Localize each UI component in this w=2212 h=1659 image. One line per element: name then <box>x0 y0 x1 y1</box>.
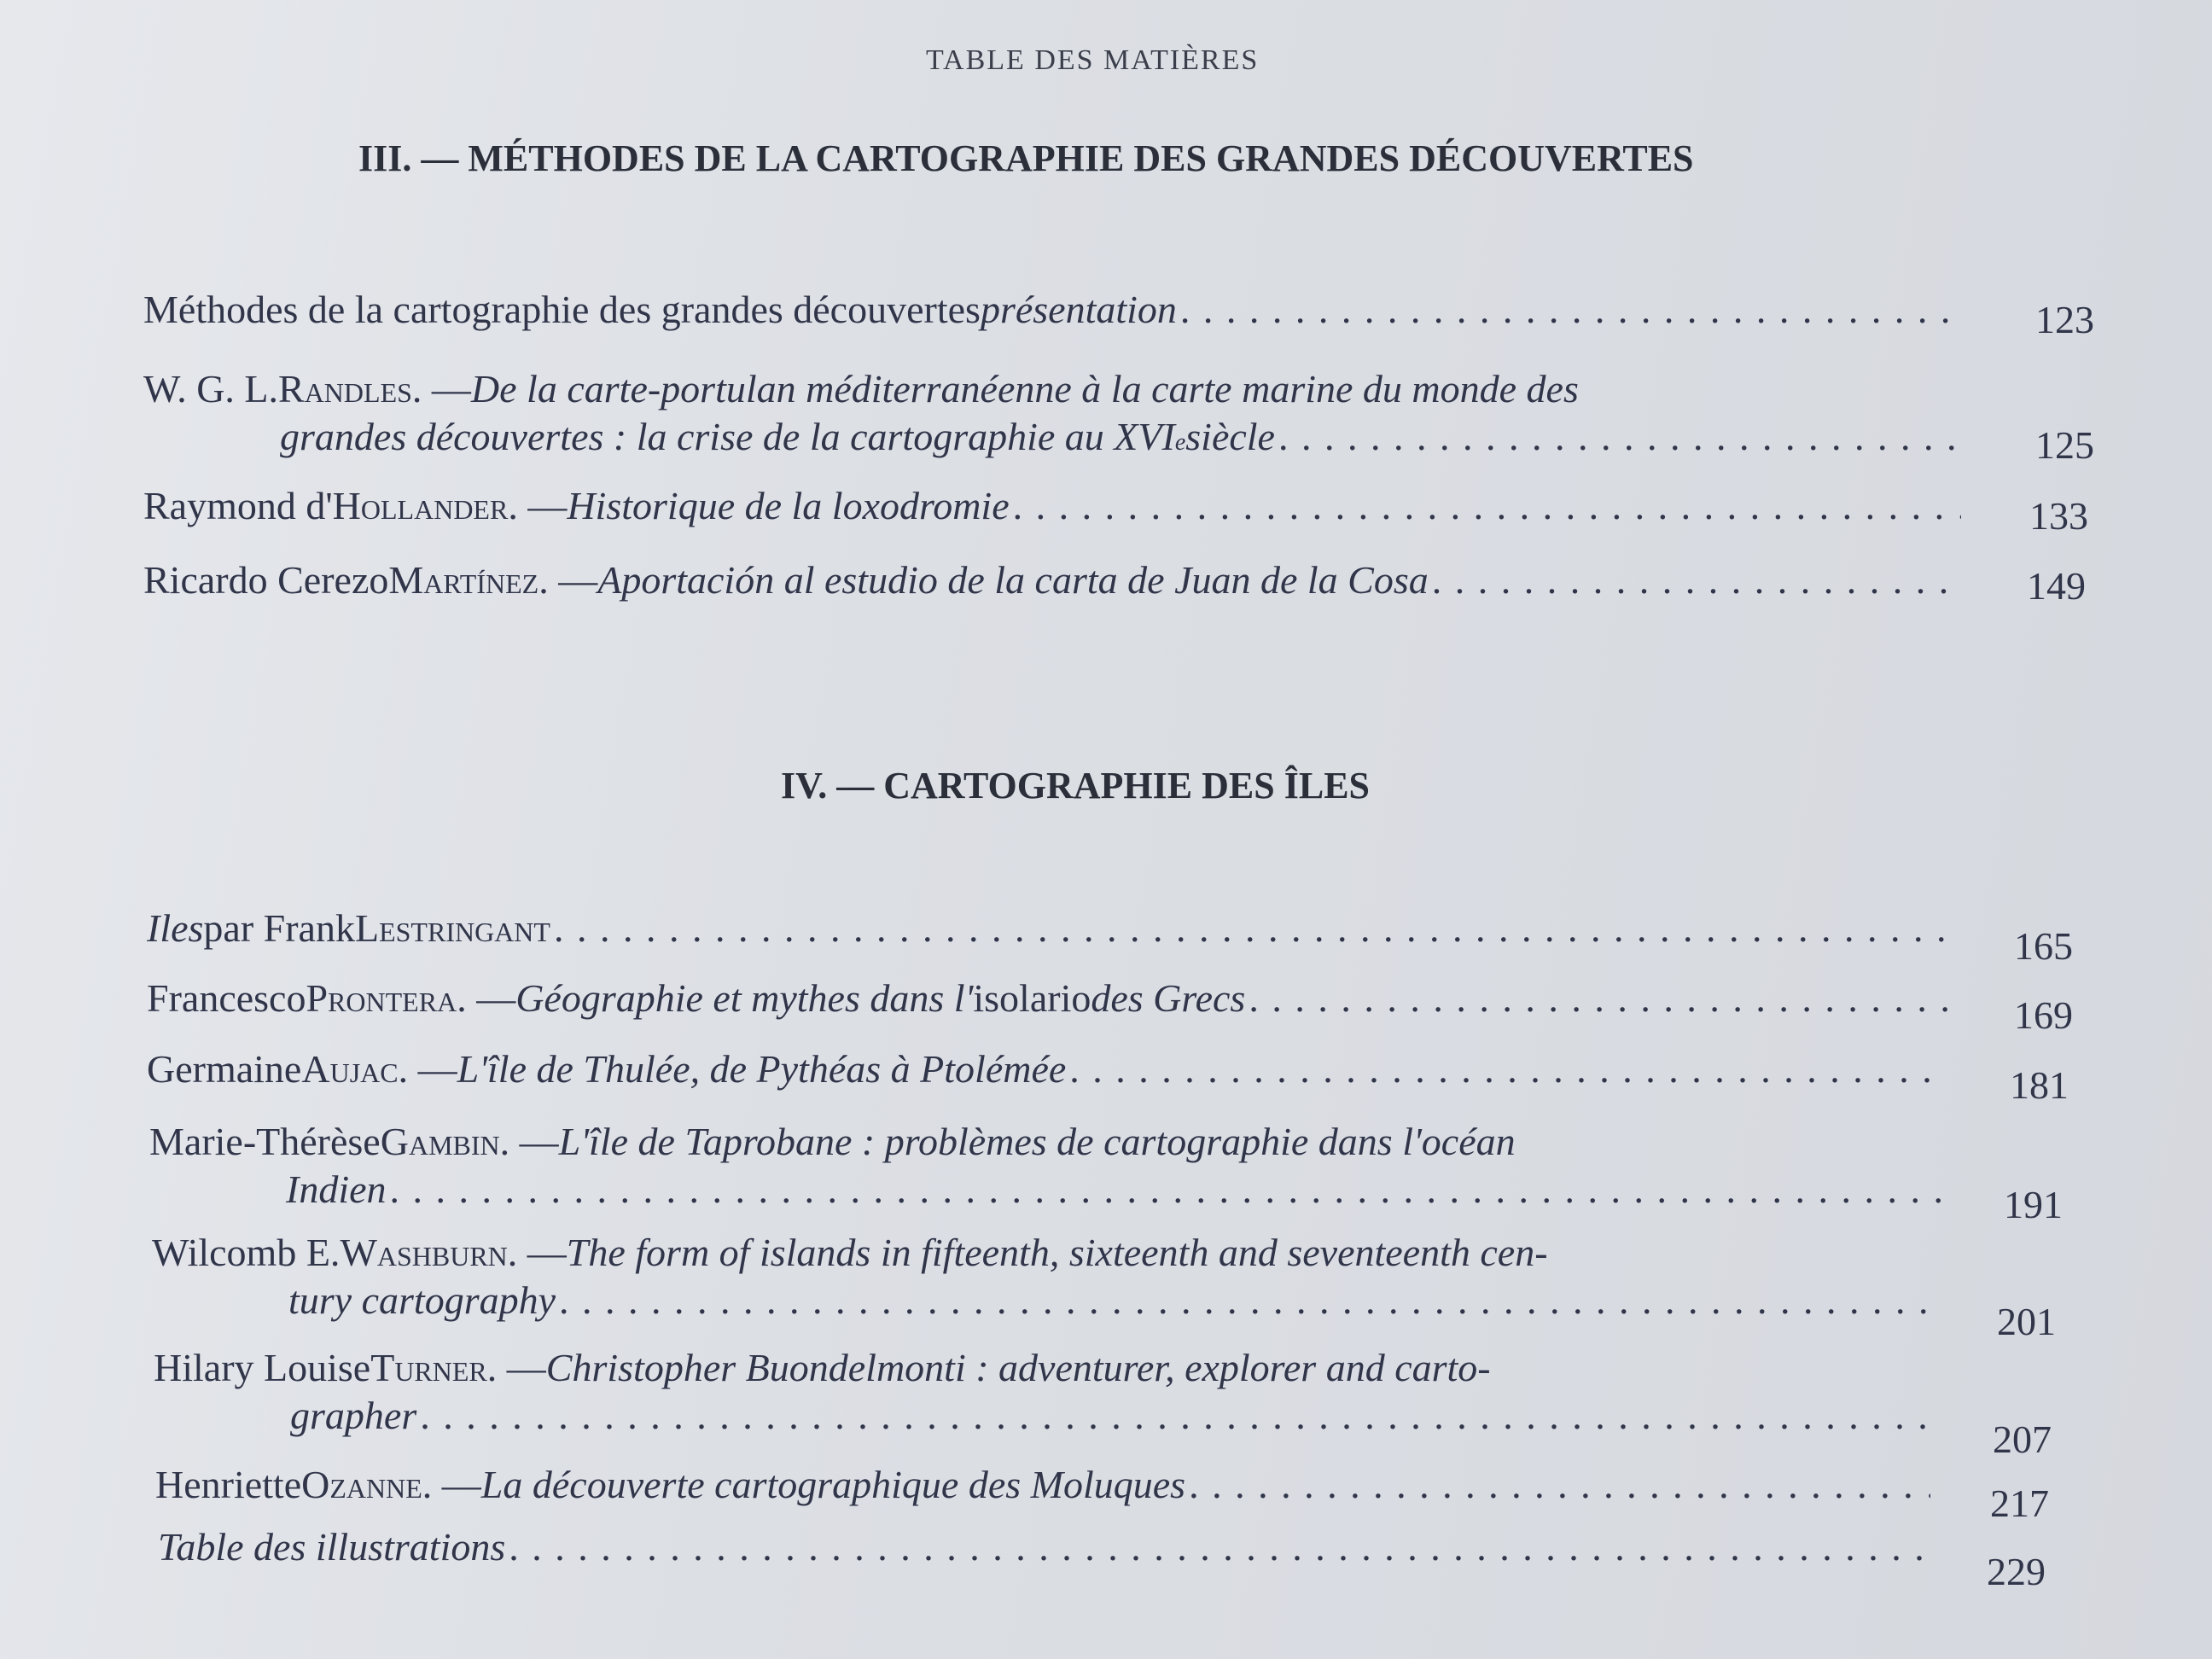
leader-dots <box>1249 975 1947 1022</box>
toc-entry <box>147 975 1947 1022</box>
page-number: 229 <box>1987 1550 2046 1593</box>
page-number: 191 <box>2004 1183 2063 1226</box>
page-number: 125 <box>2035 423 2094 467</box>
page-number: 181 <box>2010 1063 2069 1107</box>
separator: . — <box>538 558 598 602</box>
page-number: 149 <box>2027 564 2086 608</box>
toc-entry <box>143 365 1961 467</box>
entry-title: Christopher Buondelmonti : adventurer, explorer and carto- <box>545 1346 1491 1389</box>
toc-entry <box>143 482 1961 530</box>
author-name: Wilcomb E. <box>152 1231 341 1274</box>
leader-dots <box>559 1277 1936 1324</box>
author-surname: Aujac <box>301 1047 399 1091</box>
author-surname: Martínez <box>388 558 539 602</box>
separator: . — <box>507 1231 567 1274</box>
author-surname: Randles <box>278 367 412 410</box>
leader-dots <box>1013 482 1961 530</box>
leader-dots <box>1432 556 1961 604</box>
entry-title: De la carte-portulan méditerranéenne à la carte marine du monde des <box>470 367 1579 410</box>
author-name: Francesco <box>147 976 306 1020</box>
entry-text: Méthodes de la cartographie des grandes découvertes <box>143 288 981 331</box>
section-title-iv: IV. — CARTOGRAPHIE DES ÎLES <box>781 765 1371 806</box>
entry-title: L'île de Thulée, de Pythéas à Ptolémée <box>457 1047 1067 1091</box>
entry-title-cont: tury cartography <box>288 1278 556 1322</box>
toc-entry <box>149 1118 1941 1214</box>
leader-dots <box>1069 1045 1947 1093</box>
entry-title: The form of islands in fifteenth, sixteenth and seventeenth cen- <box>566 1231 1548 1274</box>
page-number: 133 <box>2029 494 2088 538</box>
separator: . — <box>422 1463 481 1506</box>
entry-title: Aportación al estudio de la carta de Juan de la Cosa <box>597 558 1429 602</box>
leader-dots <box>390 1166 1941 1214</box>
separator: . — <box>508 484 568 527</box>
author-name: Marie-Thérèse <box>149 1120 381 1163</box>
leader-dots <box>554 905 1947 952</box>
entry-title-cont: grapher <box>290 1394 417 1437</box>
entry-title: Historique de la loxodromie <box>567 484 1010 527</box>
author-surname: Turner <box>370 1346 487 1389</box>
author-surname: Prontera <box>306 976 457 1020</box>
author-name: Ricardo Cerezo <box>143 558 389 602</box>
section-title-iii: III. — MÉTHODES DE LA CARTOGRAPHIE DES GRANDES DÉCOUVERTES <box>358 137 1694 179</box>
author-surname: Washburn <box>340 1231 508 1274</box>
leader-dots <box>509 1523 1929 1571</box>
entry-title: L'île de Taprobane : problèmes de cartographie dans l'océan <box>558 1120 1516 1163</box>
author-name: Henriette <box>155 1463 302 1506</box>
separator: . — <box>457 976 516 1020</box>
entry-title: Iles <box>147 906 204 950</box>
entry-text: par Frank <box>203 906 355 950</box>
entry-title: présentation <box>980 288 1177 331</box>
entry-title: La découverte cartographique des Moluques <box>480 1463 1186 1506</box>
entry-title-end: des Grecs <box>1091 976 1246 1020</box>
leader-dots <box>1189 1461 1930 1509</box>
page-number: 207 <box>1993 1417 2052 1461</box>
page-number: 123 <box>2035 298 2094 341</box>
author-name: W. G. L. <box>143 367 279 410</box>
author-surname: Lestringant <box>354 906 550 950</box>
toc-entry <box>154 1344 1933 1440</box>
toc-entry <box>158 1523 1929 1571</box>
leader-dots <box>1180 286 1961 334</box>
toc-entry <box>147 905 1947 952</box>
entry-title: Table des illustrations <box>158 1525 506 1569</box>
separator: . — <box>411 367 471 410</box>
toc-entry <box>147 1045 1947 1093</box>
entry-title: Géographie et mythes dans l' <box>515 976 974 1020</box>
author-surname: Hollander <box>332 484 509 527</box>
toc-entry <box>143 556 1961 604</box>
entry-title-roman: isolario <box>973 976 1091 1020</box>
page-number: 201 <box>1997 1300 2056 1343</box>
separator: . — <box>486 1346 546 1389</box>
page-number: 165 <box>2014 924 2073 968</box>
toc-entry <box>152 1229 1936 1324</box>
superscript: e <box>1174 429 1186 456</box>
leader-dots <box>420 1392 1933 1440</box>
author-surname: Ozanne <box>301 1463 422 1506</box>
toc-entry <box>155 1461 1930 1509</box>
entry-title-cont: Indien <box>286 1167 387 1211</box>
leader-dots <box>1278 413 1961 461</box>
separator: . — <box>499 1120 559 1163</box>
author-name: Germaine <box>147 1047 302 1091</box>
toc-entry <box>143 286 1961 334</box>
author-name: Raymond d' <box>143 484 333 527</box>
entry-title-end: siècle <box>1185 415 1275 458</box>
running-head: TABLE DES MATIÈRES <box>926 44 1260 76</box>
author-surname: Gambin <box>380 1120 500 1163</box>
page-number: 169 <box>2014 993 2073 1037</box>
separator: . — <box>398 1047 457 1091</box>
page-number: 217 <box>1990 1481 2049 1525</box>
author-name: Hilary Louise <box>154 1346 371 1389</box>
entry-title-cont: grandes découvertes : la crise de la cartographie au XVI <box>280 415 1175 458</box>
